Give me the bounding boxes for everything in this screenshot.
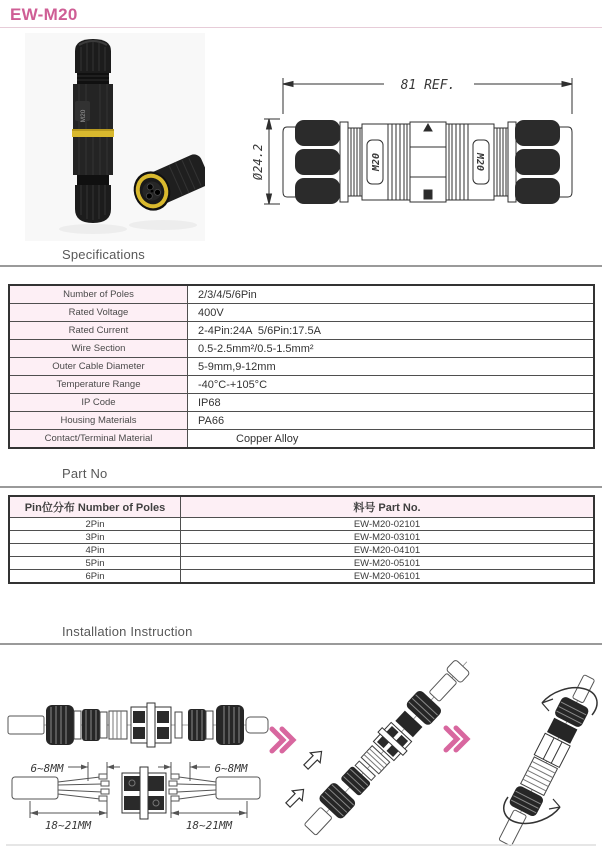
installation-divider	[0, 643, 602, 645]
spec-value: IP68	[188, 394, 595, 412]
spec-row	[9, 340, 594, 358]
spec-label: Wire Section	[9, 340, 188, 358]
spec-value: 2/3/4/5/6Pin	[188, 285, 595, 304]
spec-label: Rated Voltage	[9, 304, 188, 322]
spec-row	[9, 358, 594, 376]
strip-dim-small-left: 6~8MM	[30, 762, 64, 775]
part-number: EW-M20-03101	[181, 531, 595, 544]
part-row	[9, 531, 594, 544]
spec-value: 5-9mm,9-12mm	[188, 358, 595, 376]
part-row	[9, 570, 594, 584]
spec-value: 400V	[188, 304, 595, 322]
spec-row	[9, 394, 594, 412]
spec-label: IP Code	[9, 394, 188, 412]
connector-photo-illustration	[25, 33, 205, 241]
drawing-thread-label-left: M20	[371, 152, 382, 172]
spec-value: 0.5-2.5mm²/0.5-1.5mm²	[188, 340, 595, 358]
length-dimension-label: 81 REF.	[400, 78, 456, 93]
upright-connector	[72, 39, 114, 223]
part-row	[9, 544, 594, 557]
technical-drawing	[238, 52, 602, 240]
part-number: EW-M20-06101	[181, 570, 595, 584]
part-row	[9, 557, 594, 570]
part-poles: 3Pin	[9, 531, 181, 544]
spec-row	[9, 304, 594, 322]
exploded-view-step1	[8, 703, 268, 747]
drawing-thread-label-right: M20	[474, 152, 485, 172]
installation-steps-illustration	[0, 655, 602, 854]
spec-label: Rated Current	[9, 322, 188, 340]
part-header-partno: 料号 Part No.	[181, 496, 595, 518]
spec-label: Contact/Terminal Material	[9, 430, 188, 449]
part-poles: 6Pin	[9, 570, 181, 584]
spec-value: PA66	[188, 412, 595, 430]
strip-detail-left	[12, 762, 120, 818]
specifications-divider	[0, 265, 602, 267]
connector-outline	[283, 120, 572, 204]
photo-thread-label: M20	[80, 109, 87, 123]
spec-row	[9, 412, 594, 430]
title-divider	[0, 27, 602, 28]
spec-row	[9, 376, 594, 394]
spec-label: Outer Cable Diameter	[9, 358, 188, 376]
part-header-poles: Pin位分布 Number of Poles	[9, 496, 181, 518]
strip-dim-large-left: 18~21MM	[44, 819, 92, 832]
step-arrow-icon	[272, 729, 293, 751]
spec-label: Number of Poles	[9, 285, 188, 304]
part-number: EW-M20-02101	[181, 518, 595, 531]
diameter-dimension-label: Ø24.2	[251, 143, 265, 181]
spec-value: 2-4Pin:24A 5/6Pin:17.5A	[188, 322, 595, 340]
part-number: EW-M20-05101	[181, 557, 595, 570]
spec-label: Housing Materials	[9, 412, 188, 430]
terminal-block	[122, 767, 166, 819]
part-number: EW-M20-04101	[181, 544, 595, 557]
part-poles: 4Pin	[9, 544, 181, 557]
spec-label: Temperature Range	[9, 376, 188, 394]
part-poles: 5Pin	[9, 557, 181, 570]
part-no-heading: Part No	[62, 466, 108, 481]
tilted-connector	[127, 149, 205, 216]
step-arrow-icon	[446, 728, 467, 750]
spec-value: Copper Alloy	[188, 430, 595, 449]
spec-row	[9, 285, 594, 304]
part-row	[9, 518, 594, 531]
part-table-header-row	[9, 496, 594, 518]
part-poles: 2Pin	[9, 518, 181, 531]
specifications-heading: Specifications	[62, 247, 146, 262]
dimension-drawing	[238, 52, 602, 240]
installation-heading: Installation Instruction	[62, 624, 193, 639]
part-number-table	[8, 495, 595, 584]
part-no-divider	[0, 486, 602, 488]
spec-row	[9, 322, 594, 340]
page-title: EW-M20	[10, 5, 78, 24]
specifications-table	[8, 284, 595, 449]
spec-value: -40°C-+105°C	[188, 376, 595, 394]
exploded-view-step2	[298, 655, 480, 842]
product-photo	[25, 33, 205, 241]
spec-row	[9, 430, 594, 449]
installation-diagram	[0, 655, 602, 854]
strip-dim-small-right: 6~8MM	[214, 762, 248, 775]
strip-dim-large-right: 18~21MM	[185, 819, 233, 832]
